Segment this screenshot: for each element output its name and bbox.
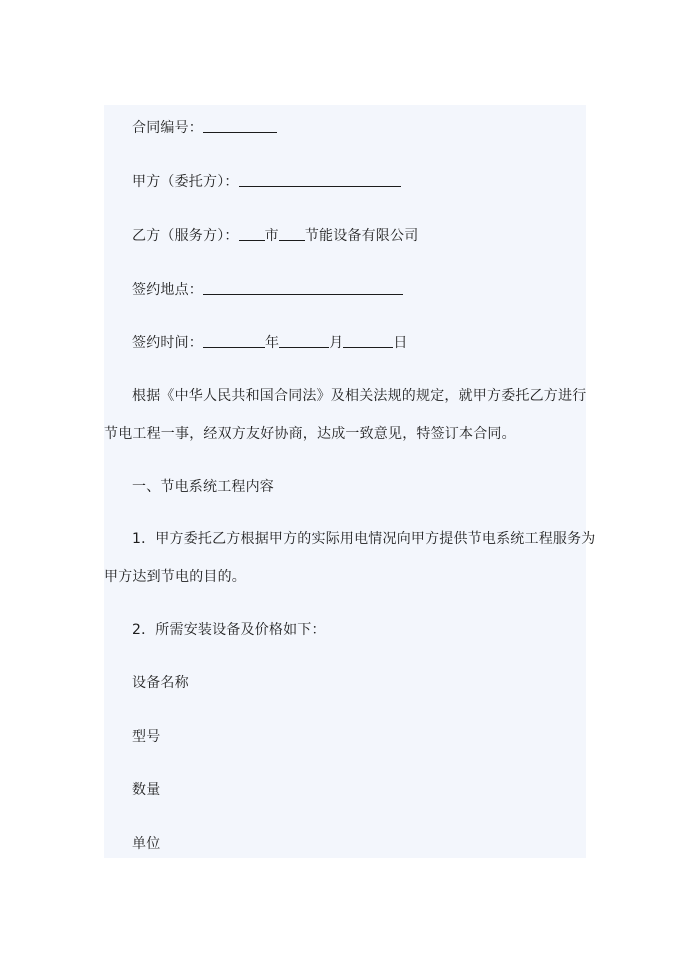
sign-month-blank[interactable] (279, 333, 329, 348)
table-header-quantity: 数量 (132, 782, 161, 798)
table-header-unit: 单位 (132, 836, 161, 852)
party-b-company-suffix: 节能设备有限公司 (304, 228, 419, 244)
item-1-line-1: 1．甲方委托乙方根据甲方的实际用电情况向甲方提供节电系统工程服务为 (132, 531, 596, 547)
item-1-line-2: 甲方达到节电的目的。 (104, 569, 246, 585)
party-b-city-blank[interactable] (239, 226, 265, 241)
sign-time-label: 签约时间： (132, 335, 203, 351)
sign-day-blank[interactable] (343, 333, 393, 348)
party-b-company-blank[interactable] (279, 226, 305, 241)
sign-time-line (104, 333, 586, 353)
party-a-label: 甲方（委托方）： (132, 174, 239, 190)
item-2: 2．所需安装设备及价格如下： (132, 622, 326, 638)
party-b-label: 乙方（服务方）： (132, 228, 239, 244)
day-label: 日 (393, 335, 408, 351)
table-header-model: 型号 (132, 729, 161, 745)
preamble-line-1: 根据《中华人民共和国合同法》及相关法规的规定，就甲方委托乙方进行 (132, 388, 587, 404)
year-label: 年 (265, 335, 280, 351)
party-b-line (104, 226, 586, 246)
party-a-blank[interactable] (239, 172, 401, 187)
sign-place-line (104, 280, 586, 300)
table-header-equipment-name: 设备名称 (132, 675, 189, 691)
sign-year-blank[interactable] (203, 333, 265, 348)
contract-number-blank[interactable] (203, 118, 277, 133)
document-page (104, 105, 596, 858)
party-b-city-suffix: 市 (264, 228, 279, 244)
month-label: 月 (329, 335, 344, 351)
sign-place-blank[interactable] (203, 280, 403, 295)
contract-number-label: 合同编号： (132, 120, 203, 136)
section-1-heading: 一、节电系统工程内容 (132, 479, 274, 495)
preamble-line-2: 节电工程一事，经双方友好协商，达成一致意见，特签订本合同。 (104, 426, 516, 442)
contract-number-line (104, 118, 586, 138)
party-a-line (104, 172, 586, 192)
sign-place-label: 签约地点： (132, 282, 203, 298)
